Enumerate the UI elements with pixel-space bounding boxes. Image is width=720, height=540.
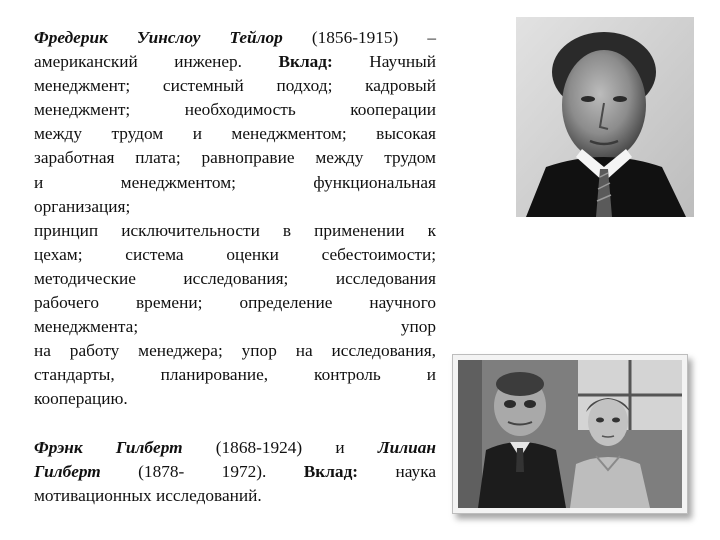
taylor-text-line [34, 195, 436, 219]
text-run: между трудом и менеджментом; высокая [34, 124, 436, 144]
gilbreth-text-line [34, 460, 436, 484]
gilbreth-photo-frame [452, 354, 688, 514]
taylor-text-line [34, 387, 436, 411]
text-run: методические исследования; исследования [34, 268, 436, 288]
taylor-text-line [34, 122, 436, 146]
text-run: (1856-1915) – [282, 28, 436, 47]
text-run: Научный [332, 52, 436, 72]
text-run: принцип исключительности в применении к [34, 220, 436, 240]
taylor-portrait-image [516, 17, 694, 217]
taylor-text-line [34, 267, 436, 291]
text-run: мотивационных исследований. [34, 485, 262, 505]
text-run: (1868-1924) и [182, 437, 378, 457]
text-run: наука [358, 461, 436, 481]
text-run: и менеджментом; функциональная [34, 172, 436, 192]
gilbreth-couple-image [458, 360, 682, 508]
text-run: рабочего времени; определение научного [34, 293, 436, 313]
contribution-label: Вклад: [278, 52, 333, 72]
taylor-text-line [34, 219, 436, 243]
taylor-text-line [34, 171, 436, 195]
text-block [34, 26, 436, 508]
text-run: менеджмента; упор [34, 317, 436, 337]
taylor-text-line [34, 243, 436, 267]
person-name: Лилиан [377, 437, 437, 457]
text-run: цехам; система оценки себестоимости; [34, 244, 436, 264]
taylor-text-line [34, 315, 436, 339]
text-run: (1878- 1972). [100, 461, 304, 481]
taylor-text-line [34, 98, 436, 122]
text-run: менеджмент; необходимость кооперации [34, 100, 436, 120]
text-run: заработная плата; равноправие между трудом [34, 148, 436, 168]
taylor-text-line [34, 50, 436, 74]
taylor-text-line [34, 339, 436, 363]
text-run: кооперацию. [34, 389, 128, 409]
taylor-text-line [34, 74, 436, 98]
taylor-paragraph [34, 26, 436, 412]
person-name: Фрэнк Гилберт [34, 437, 183, 457]
text-run: организация; [34, 196, 131, 216]
text-run: стандарты, планирование, контроль и [34, 365, 436, 385]
person-name: Фредерик Уинслоу Тейлор [34, 28, 283, 47]
person-name: Гилберт [34, 461, 101, 481]
taylor-text-line [34, 26, 436, 50]
taylor-text-line [34, 146, 436, 170]
paragraph-gap [34, 412, 436, 436]
taylor-text-line [34, 363, 436, 387]
taylor-text-line [34, 291, 436, 315]
gilbreth-text-line [34, 484, 436, 508]
text-run: американский инженер. [34, 52, 279, 72]
text-run: менеджмент; системный подход; кадровый [34, 76, 436, 96]
text-run: на работу менеджера; упор на исследования, [34, 341, 436, 361]
gilbreth-paragraph [34, 436, 436, 508]
gilbreth-text-line [34, 436, 436, 460]
contribution-label: Вклад: [303, 461, 359, 481]
